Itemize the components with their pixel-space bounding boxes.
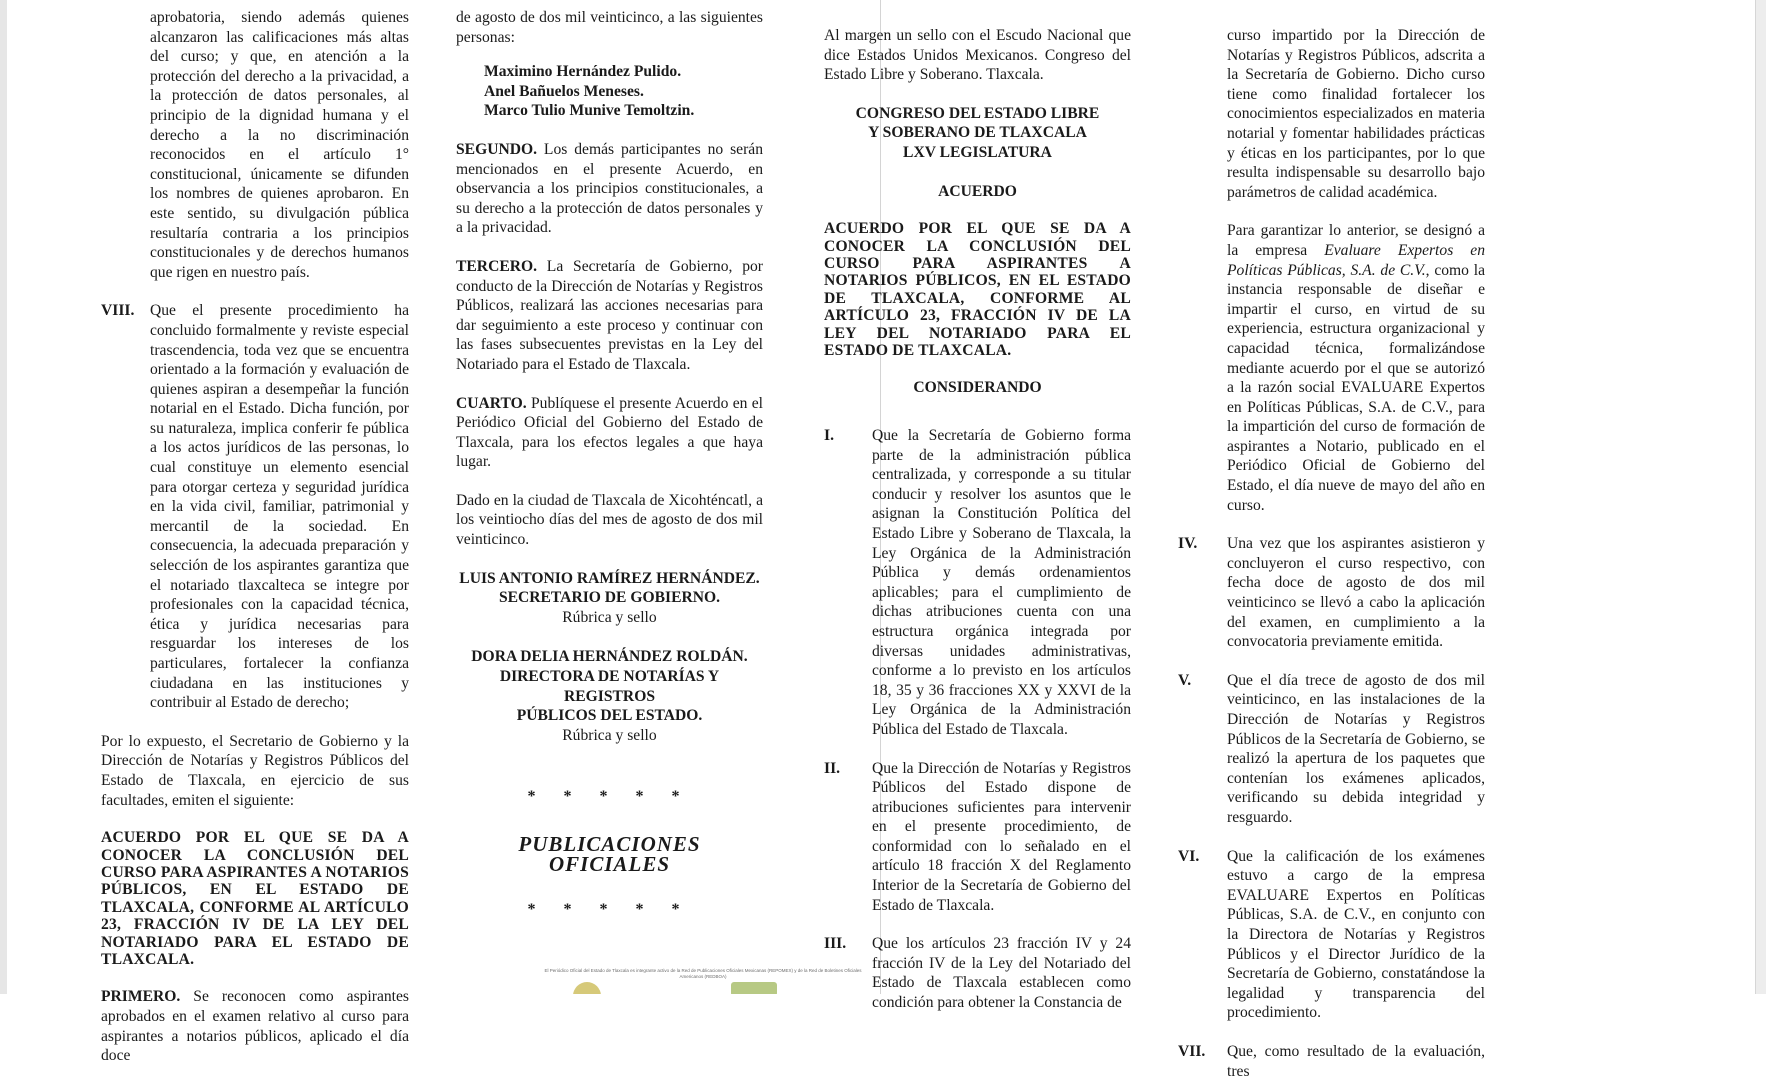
left-page-column-1 (101, 8, 409, 1066)
item-text: Que la calificación de los exámenes estuvo a cargo de la empresa EVALUARE Expertos en Políticas Públicas, S.A. de C.V., en conjunto con la Directora de Notarías y Registros Públicos y el Director Jurídico de la Secretaría de Gobierno, constatándose la legalidad y transparencia del procedimiento. (1227, 847, 1485, 1022)
considerando-title: CONSIDERANDO (913, 379, 1042, 397)
primero-text: Se reconocen como aspirantes aprobados en el examen relativo al curso para aspirantes a notarios públicos, aplicado el día doce (101, 988, 409, 1065)
right-page-column-1 (824, 26, 1131, 1013)
paragraph-privacy: aprobatoria, siendo además quienes alcanzaron las calificaciones más altas del curso; y que, en atención a la protección del derecho a la privacidad, a la protección de datos personales, al principio de la dignidad humana y el derecho a la no discriminación reconocidos en el artículo 1° constitucional, únicamente se difunden los nombres de quienes aprobaron. En este sentido, su divulgación pública resultaría contraria a los principios constitucionales y de derechos humanos que rigen en nuestro país. (150, 9, 409, 281)
left-page-column-2 (456, 8, 763, 920)
item-number: II. (824, 759, 841, 777)
signer-rubrica: Rúbrica y sello (562, 726, 657, 744)
right-page-column-2 (1178, 26, 1485, 1081)
paragraph-cuarto: CUARTO. Publíquese el presente Acuerdo en el Periódico Oficial del Gobierno del Estado de Tlaxcala, para los efectos legales a que haya lugar. (456, 394, 763, 471)
considerando-iii (824, 934, 1131, 1012)
paragraph-expuesto: Por lo expuesto, el Secretario de Gobierno y la Dirección de Notarías y Registros Públicos del Estado de Tlaxcala, en ejercicio de sus facultades, emiten el siguiente: (101, 732, 409, 809)
considerando-iv (1178, 534, 1485, 652)
paragraph-primero (101, 987, 409, 1065)
paragraph-tercero: TERCERO. La Secretaría de Gobierno, por conducto de la Dirección de Notarías y Registros Públicos, realizará las acciones necesarias para dar seguimiento a este proceso y continuar con las fases subsecuentes previstas en la Ley del Notariado para el Estado de Tlaxcala. (456, 257, 763, 373)
item-text: Que la Secretaría de Gobierno forma parte de la administración pública centralizada, y corresponde a su titular conducir y resolver los asuntos que le asignan la Constitución Política del Estado Libre y Soberano de Tlaxcala, la Ley Orgánica de la Administración Pública y demás ordenamientos aplicables; para el cumplimiento de dichas atribuciones cuenta con una estructura orgánica integrada por diversas unidades administrativas, conforme a lo previsto en los artículos 18, 35 y 36 fracciones XX y XXVI de la Ley Orgánica de la Administración Pública del Estado de Tlaxcala. (872, 427, 1131, 738)
item-number: III. (824, 935, 847, 953)
separator-stars: * * * * * (527, 788, 692, 806)
signer-title: SECRETARIO DE GOBIERNO. (498, 589, 721, 607)
considerando-v (1178, 671, 1485, 828)
approved-name: Anel Bañuelos Meneses. (484, 82, 644, 100)
signature-block-1 (456, 569, 763, 628)
considerando-ii (824, 759, 1131, 916)
item-text: Que los artículos 23 fracción IV y 24 fracción IV de la Ley del Notariado del Estado de Tlaxcala establecen como condición para obtener la Constancia de (872, 935, 1131, 1012)
publicaciones-title: PUBLICACIONES OFICIALES (518, 832, 701, 876)
signer-name: LUIS ANTONIO RAMÍREZ HERNÁNDEZ. (459, 569, 760, 587)
viewer-left-edge (0, 0, 7, 994)
item-text: Que la Dirección de Notarías y Registros Públicos del Estado dispone de atribuciones suficientes para intervenir en el presente procedimiento, de conformidad con lo señalado en el artículo 18 fracción X del Reglamento Interior de la Secretaría de Gobierno del Estado de Tlaxcala. (872, 759, 1131, 914)
tlaxcala-seal-icon (573, 982, 601, 994)
separator-stars: * * * * * (527, 901, 692, 919)
approved-name: Marco Tulio Munive Temoltzin. (484, 102, 695, 120)
page-footer (535, 968, 871, 994)
item-text: Que el presente procedimiento ha concluido formalmente y reviste especial trascendencia, toda vez que se encuentra orientado a la formación y evaluación de quienes aspiran a desempeñar la función notarial en el Estado. Dicha función, por su naturaleza, implica conferir fe pública a los actos jurídicos de las personas, lo cual constituye un elemento esencial para otorgar certeza y seguridad jurídica en la vida civil, familiar, patrimonial y mercantil de la sociedad. En consecuencia, la adecuada preparación y selección de los aspirantes garantiza que el notariado tlaxcalteca se integre por profesionales con la capacidad técnica, ética y jurídica necesarias para resguardar los intereses de los particulares, fortalecer la confianza ciudadana en las instituciones y contribuir al Estado de derecho; (150, 302, 409, 712)
item-text: Que, como resultado de la evaluación, tres (1227, 1042, 1485, 1080)
acuerdo-heading: ACUERDO POR EL QUE SE DA A CONOCER LA CONCLUSIÓN DEL CURSO PARA ASPIRANTES A NOTARIOS PÚBLICOS, EN EL ESTADO DE TLAXCALA, CONFORME AL ARTÍCULO 23, FRACCIÓN IV DE LA LEY DEL NOTARIADO PARA EL ESTADO DE TLAXCALA. (101, 829, 409, 968)
signer-title: PÚBLICOS DEL ESTADO. (516, 707, 703, 725)
primero-label: PRIMERO. (101, 988, 181, 1006)
item-number: VIII. (101, 302, 135, 320)
item-number: VI. (1178, 847, 1200, 865)
considerando-i (824, 426, 1131, 740)
approved-names-list (456, 62, 763, 121)
item-number: VII. (1178, 1042, 1206, 1060)
considerando-vi (1178, 847, 1485, 1023)
paragraph-segundo: SEGUNDO. Los demás participantes no serán mencionados en el presente Acuerdo, en observancia a los principios constitucionales, a su derecho a la protección de datos personales y a la privacidad. (456, 140, 763, 237)
company-name: Evaluare Expertos en Políticas Públicas, S.A. de C.V. (1227, 241, 1485, 279)
repomex-logo-icon (731, 982, 777, 994)
signer-rubrica: Rúbrica y sello (562, 608, 657, 626)
viewer-scrollbar[interactable] (1755, 0, 1766, 994)
paragraph-curso: curso impartido por la Dirección de Notarías y Registros Públicos, adscrita a la Secretaría de Gobierno. Dicho curso tiene como finalidad fortalecer los conocimientos especializados en materia notarial y fomentar habilidades prácticas y éticas en los participantes, por lo que resulta indispensable su desarrollo bajo parámetros de calidad académica. (1227, 27, 1485, 201)
considerando-viii (101, 301, 409, 712)
item-number: IV. (1178, 535, 1198, 553)
item-number: V. (1178, 671, 1192, 689)
margin-note: Al margen un sello con el Escudo Nacional que dice Estados Unidos Mexicanos. Congreso del Estado Libre y Soberano. Tlaxcala. (824, 27, 1131, 84)
footer-text: El Periódico Oficial del Estado de Tlaxcala es integrante activo de la Red de Publicaciones Oficiales Mexicanas (REPOMEX) y de la Red de Boletines Oficiales Americanos (REDBOA) (544, 968, 862, 979)
considerando-vii (1178, 1042, 1485, 1081)
item-text: Que el día trece de agosto de dos mil veinticinco, en las instalaciones de la Dirección de Notarías y Registros Públicos de la Secretaría de Gobierno, se realizó la apertura de los paquetes que contenían los exámenes aplicados, verificando su debida integridad y resguardo. (1227, 671, 1485, 826)
acuerdo-heading: ACUERDO POR EL QUE SE DA A CONOCER LA CONCLUSIÓN DEL CURSO PARA ASPIRANTES A NOTARIOS PÚBLICOS, EN EL ESTADO DE TLAXCALA, CONFORME AL ARTÍCULO 23, FRACCIÓN IV DE LA LEY DEL NOTARIADO PARA EL ESTADO DE TLAXCALA. (824, 220, 1131, 359)
acuerdo-title: ACUERDO (938, 182, 1017, 200)
heading-line: LXV LEGISLATURA (903, 143, 1052, 161)
signer-name: DORA DELIA HERNÁNDEZ ROLDÁN. (471, 648, 748, 666)
approved-name: Maximino Hernández Pulido. (484, 63, 682, 81)
paragraph-garantizar: Para garantizar lo anterior, se designó a la empresa Evaluare Expertos en Políticas Públicas, S.A. de C.V., como la instancia responsable de diseñar e impartir el curso, en virtud de su experiencia, estructura organizacional y capacidad técnica, formalizándose mediante acuerdo por el que se autorizó a la razón social EVALUARE Expertos en Políticas Públicas, S.A. de C.V., para la impartición del curso de formación de aspirantes a Notario, publicado en el Periódico Oficial de Gobierno del Estado, el día nueve de mayo del año en curso. (1227, 222, 1485, 514)
congreso-heading (824, 104, 1131, 163)
signer-title: DIRECTORA DE NOTARÍAS Y REGISTROS (499, 668, 720, 705)
paragraph-dado: Dado en la ciudad de Tlaxcala de Xicohténcatl, a los veintiocho días del mes de agosto de dos mil veinticinco. (456, 491, 763, 549)
paragraph-names-intro: de agosto de dos mil veinticinco, a las siguientes personas: (456, 9, 763, 46)
item-text: Una vez que los aspirantes asistieron y concluyeron el curso respectivo, con fecha doce de agosto de dos mil veinticinco se llevó a cabo la aplicación del examen, en cumplimiento a la convocatoria previamente emitida. (1227, 535, 1485, 651)
heading-line: CONGRESO DEL ESTADO LIBRE (855, 104, 1100, 122)
item-number: I. (824, 427, 834, 444)
signature-block-2 (456, 647, 763, 745)
heading-line: Y SOBERANO DE TLAXCALA (868, 124, 1087, 142)
